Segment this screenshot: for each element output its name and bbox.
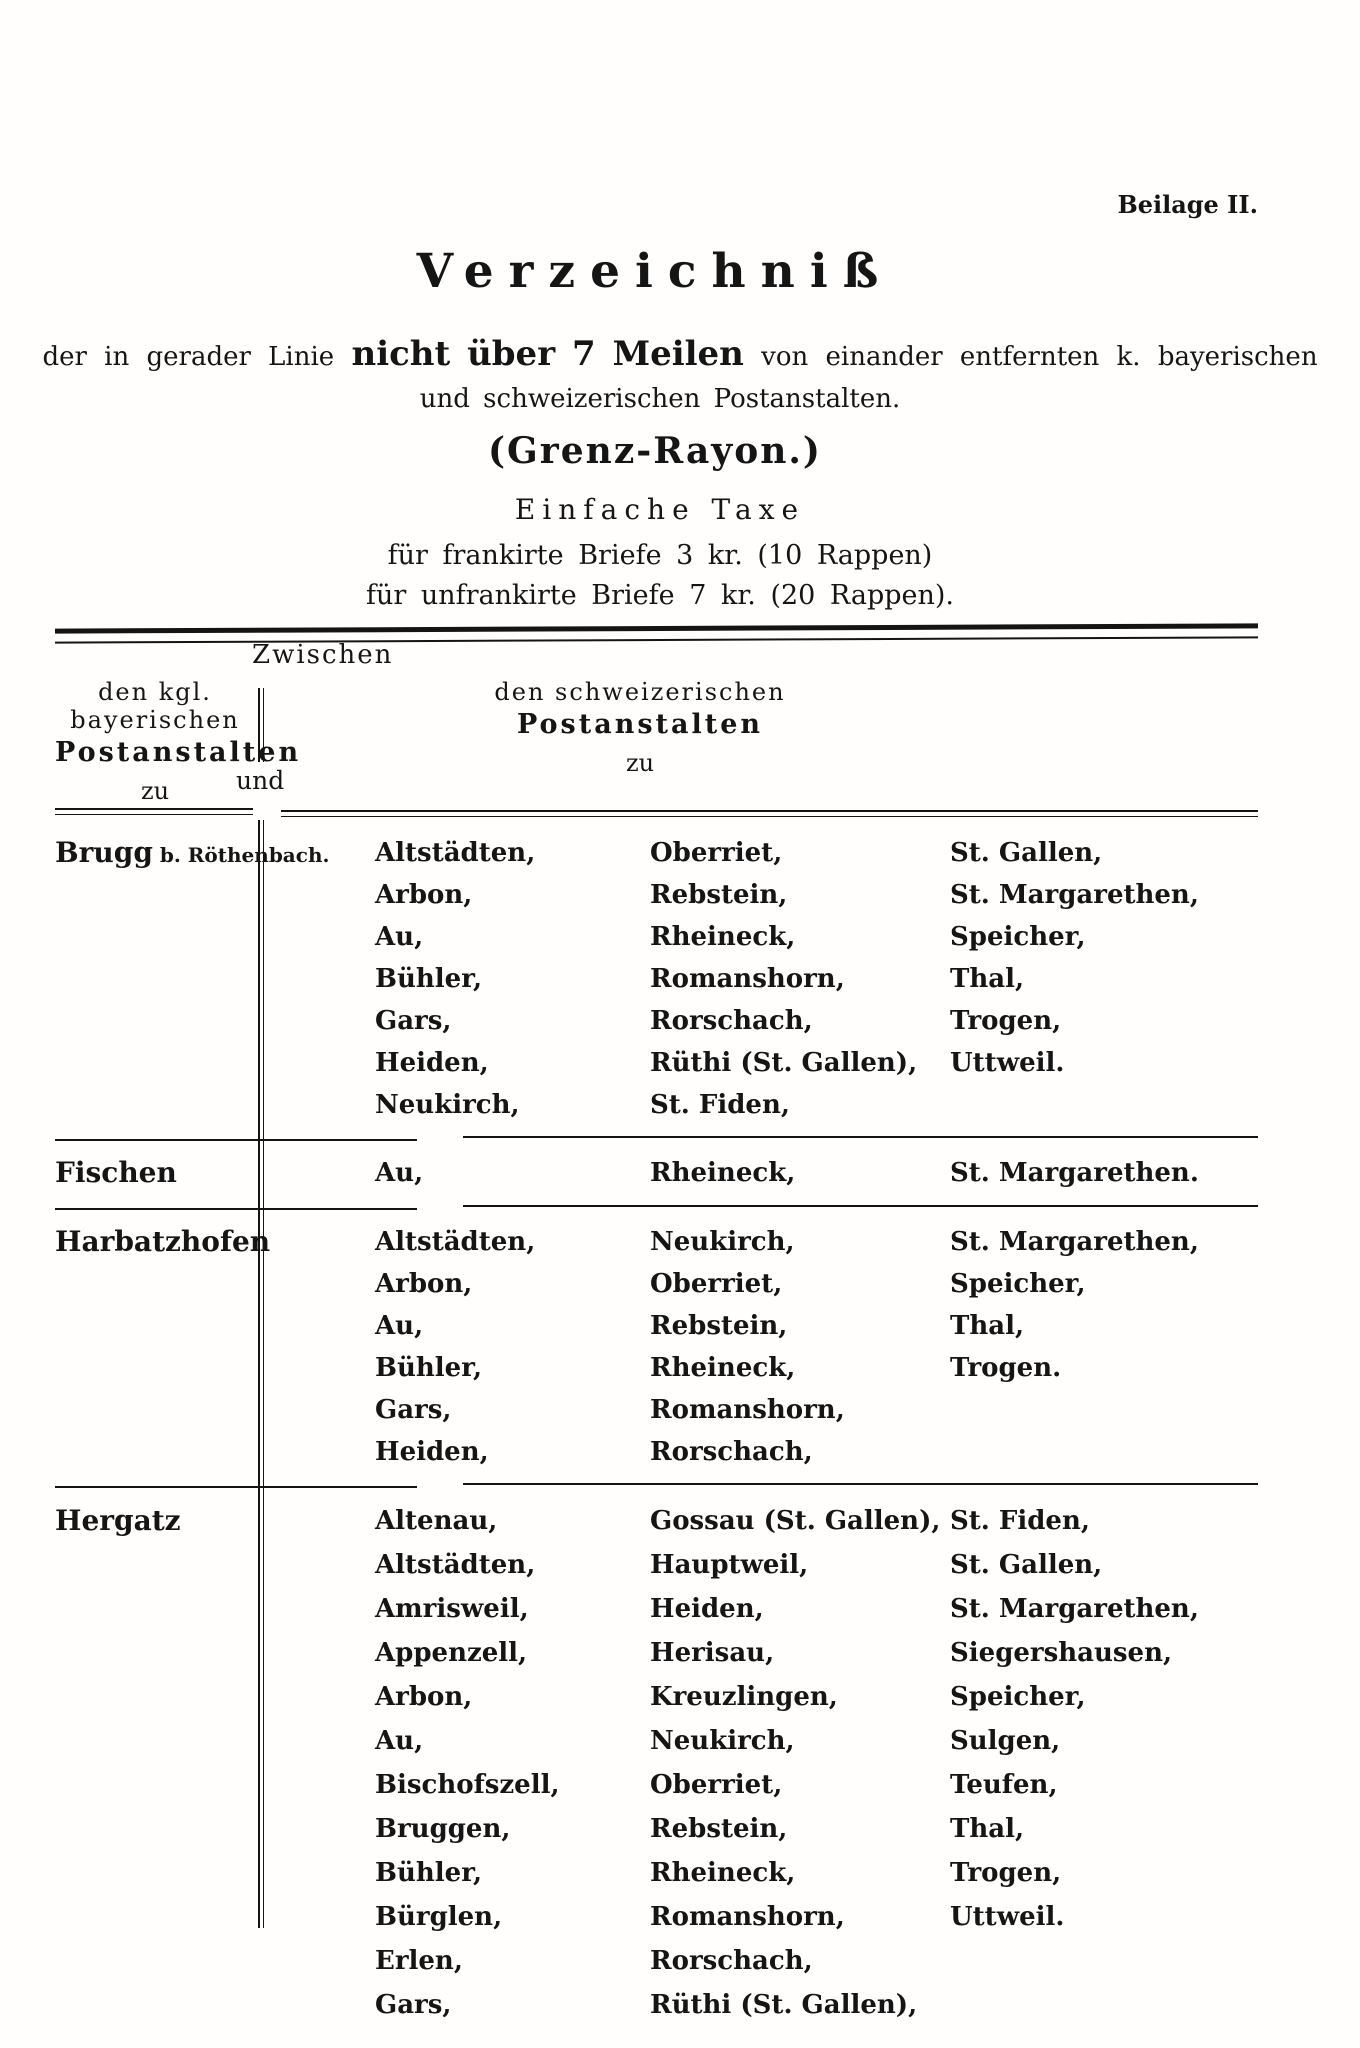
tariff-heading: Einfache Taxe xyxy=(514,493,806,526)
document-title: Verzeichniß xyxy=(416,244,894,299)
table-row xyxy=(55,1142,1258,1203)
swiss-station-name: Au, xyxy=(375,922,424,952)
swiss-station-name: Gars, xyxy=(375,1006,452,1036)
bavarian-station-name: Hergatz xyxy=(55,1504,181,1537)
table-top-rule xyxy=(55,623,1258,643)
swiss-station-name: St. Gallen, xyxy=(950,838,1103,868)
swiss-station-name: St. Margarethen, xyxy=(950,880,1199,910)
row-separator-segment xyxy=(55,1486,417,1488)
row-separator-segment xyxy=(55,1139,417,1141)
swiss-station-name: Thal, xyxy=(950,1311,1025,1341)
swiss-station-name: Siegershausen, xyxy=(950,1638,1173,1668)
swiss-station-name: Thal, xyxy=(950,1814,1025,1844)
row-separator-segment xyxy=(463,1205,1258,1207)
swiss-station-name: Rorschach, xyxy=(650,1946,813,1976)
swiss-station-name: Oberriet, xyxy=(650,838,783,868)
bavarian-station-cell xyxy=(55,832,375,1126)
row-separator-segment xyxy=(463,1483,1258,1485)
swiss-station-name: Rheineck, xyxy=(650,1858,796,1888)
swiss-station-name: Bühler, xyxy=(375,964,483,994)
swiss-station-name: Sulgen, xyxy=(950,1726,1061,1756)
swiss-stations-column xyxy=(375,1499,650,2027)
swiss-station-name: Gossau (St. Gallen), xyxy=(650,1506,941,1536)
swiss-station-name: Appenzell, xyxy=(375,1638,528,1668)
swiss-station-name: St. Margarethen, xyxy=(950,1227,1199,1257)
swiss-station-name: Hauptweil, xyxy=(650,1550,809,1580)
tariff-block xyxy=(0,493,1320,616)
bavarian-station-cell xyxy=(55,1499,375,2027)
swiss-station-name: Heiden, xyxy=(375,1437,489,1467)
swiss-station-name: Bischofszell, xyxy=(375,1770,560,1800)
swiss-station-name: St. Gallen, xyxy=(950,1550,1103,1580)
swiss-station-name: Altenau, xyxy=(375,1506,498,1536)
swiss-station-name: Erlen, xyxy=(375,1946,463,1976)
swiss-stations-column xyxy=(650,1152,950,1195)
swiss-station-name: Heiden, xyxy=(375,1048,489,1078)
swiss-station-name: Arbon, xyxy=(375,1682,473,1712)
header-swiss-line2: Postanstalten xyxy=(516,709,764,740)
swiss-station-name: St. Margarethen, xyxy=(950,1594,1199,1624)
header-bavarian-line3: zu xyxy=(140,777,170,805)
header-swiss-column xyxy=(440,678,840,777)
swiss-station-name: Kreuzlingen, xyxy=(650,1682,838,1712)
row-separator-rule xyxy=(55,1483,1258,1487)
swiss-station-name: Altstädten, xyxy=(375,1227,536,1257)
swiss-station-name: St. Margarethen. xyxy=(950,1158,1199,1188)
swiss-station-name: Rorschach, xyxy=(650,1006,813,1036)
header-bottom-rule-right xyxy=(281,810,1258,817)
swiss-station-name: Oberriet, xyxy=(650,1770,783,1800)
swiss-station-name: Rebstein, xyxy=(650,1814,788,1844)
swiss-stations-column xyxy=(375,1221,650,1473)
swiss-stations-column xyxy=(950,1152,1258,1195)
bavarian-station-cell xyxy=(55,1152,375,1195)
swiss-station-name: Rüthi (St. Gallen), xyxy=(650,1990,918,2020)
swiss-stations-column xyxy=(650,1221,950,1473)
swiss-station-name: Gars, xyxy=(375,1395,452,1425)
swiss-station-name: Au, xyxy=(375,1726,424,1756)
tariff-unfranked-line: für unfrankirte Briefe 7 kr. (20 Rappen). xyxy=(365,580,955,611)
swiss-station-name: Herisau, xyxy=(650,1638,775,1668)
swiss-station-name: Trogen, xyxy=(950,1006,1062,1036)
swiss-stations-column xyxy=(375,1152,650,1195)
swiss-station-name: Neukirch, xyxy=(650,1227,795,1257)
swiss-station-name: Rüthi (St. Gallen), xyxy=(650,1048,918,1078)
bavarian-station-name: Fischen xyxy=(55,1156,177,1189)
row-separator-rule xyxy=(55,1136,1258,1140)
swiss-station-name: Speicher, xyxy=(950,1682,1086,1712)
swiss-station-name: Amrisweil, xyxy=(375,1594,529,1624)
swiss-station-name: Thal, xyxy=(950,964,1025,994)
swiss-stations-column xyxy=(650,1499,950,2027)
header-bavarian-line2: Postanstalten xyxy=(55,737,302,768)
header-swiss-line3: zu xyxy=(625,749,655,777)
table-row xyxy=(55,822,1258,1134)
swiss-station-name: Rheineck, xyxy=(650,922,796,952)
swiss-station-name: Arbon, xyxy=(375,880,473,910)
swiss-station-name: Au, xyxy=(375,1311,424,1341)
row-separator-segment xyxy=(463,1136,1258,1138)
swiss-stations-column xyxy=(950,832,1258,1126)
swiss-station-name: Neukirch, xyxy=(650,1726,795,1756)
header-conjunction-label: und xyxy=(236,766,285,795)
swiss-station-name: Rheineck, xyxy=(650,1158,796,1188)
swiss-stations-column xyxy=(950,1221,1258,1473)
swiss-station-name: Bürglen, xyxy=(375,1902,503,1932)
swiss-station-name: Trogen. xyxy=(950,1353,1062,1383)
subtitle-suffix: von einander entfernten k. bayerischen xyxy=(761,342,1318,372)
header-between-label: Zwischen xyxy=(252,640,394,670)
swiss-station-name: Altstädten, xyxy=(375,838,536,868)
swiss-station-name: Uttweil. xyxy=(950,1048,1065,1078)
swiss-station-name: Neukirch, xyxy=(375,1090,520,1120)
swiss-station-name: St. Fiden, xyxy=(650,1090,790,1120)
table-row xyxy=(55,1211,1258,1481)
row-separator-rule xyxy=(55,1205,1258,1209)
swiss-station-name: Rorschach, xyxy=(650,1437,813,1467)
subtitle-line-2: und schweizerischen Postanstalten. xyxy=(419,384,901,414)
swiss-station-name: Romanshorn, xyxy=(650,1902,845,1932)
swiss-station-name: Speicher, xyxy=(950,922,1086,952)
swiss-station-name: Trogen, xyxy=(950,1858,1062,1888)
row-separator-segment xyxy=(55,1208,417,1210)
subtitle-prefix: der in gerader Linie xyxy=(42,342,335,372)
bavarian-station-suffix: b. Röthenbach. xyxy=(152,843,330,867)
swiss-station-name: St. Fiden, xyxy=(950,1506,1090,1536)
swiss-station-name: Bruggen, xyxy=(375,1814,511,1844)
swiss-station-name: Uttweil. xyxy=(950,1902,1065,1932)
table-row xyxy=(55,1489,1258,2035)
subtitle-emphasis: nicht über 7 Meilen xyxy=(351,334,744,374)
swiss-stations-column xyxy=(950,1499,1258,2027)
column-divider-header xyxy=(258,688,264,762)
bavarian-station-name: Harbatzhofen xyxy=(55,1225,271,1258)
swiss-station-name: Rheineck, xyxy=(650,1353,796,1383)
swiss-station-name: Romanshorn, xyxy=(650,1395,845,1425)
swiss-station-name: Altstädten, xyxy=(375,1550,536,1580)
subtitle-line-1 xyxy=(0,334,1360,374)
swiss-station-name: Arbon, xyxy=(375,1269,473,1299)
swiss-station-name: Bühler, xyxy=(375,1353,483,1383)
bavarian-station-name: Brugg xyxy=(55,836,153,869)
swiss-stations-column xyxy=(375,832,650,1126)
header-bottom-rule-left xyxy=(55,808,253,815)
swiss-station-name: Heiden, xyxy=(650,1594,764,1624)
swiss-station-name: Rebstein, xyxy=(650,880,788,910)
swiss-station-name: Oberriet, xyxy=(650,1269,783,1299)
swiss-station-name: Rebstein, xyxy=(650,1311,788,1341)
annex-label: Beilage II. xyxy=(1117,190,1258,219)
table-body xyxy=(55,822,1258,2035)
swiss-station-name: Au, xyxy=(375,1158,424,1188)
swiss-station-name: Romanshorn, xyxy=(650,964,845,994)
swiss-stations-column xyxy=(650,832,950,1126)
header-bavarian-line1: den kgl. bayerischen xyxy=(70,678,240,734)
swiss-station-name: Bühler, xyxy=(375,1858,483,1888)
bavarian-station-cell xyxy=(55,1221,375,1473)
header-swiss-line1: den schweizerischen xyxy=(494,678,786,706)
tariff-franked-line: für frankirte Briefe 3 kr. (10 Rappen) xyxy=(387,540,933,571)
section-label: (Grenz-Rayon.) xyxy=(488,430,822,472)
swiss-station-name: Gars, xyxy=(375,1990,452,2020)
swiss-station-name: Speicher, xyxy=(950,1269,1086,1299)
swiss-station-name: Teufen, xyxy=(950,1770,1058,1800)
